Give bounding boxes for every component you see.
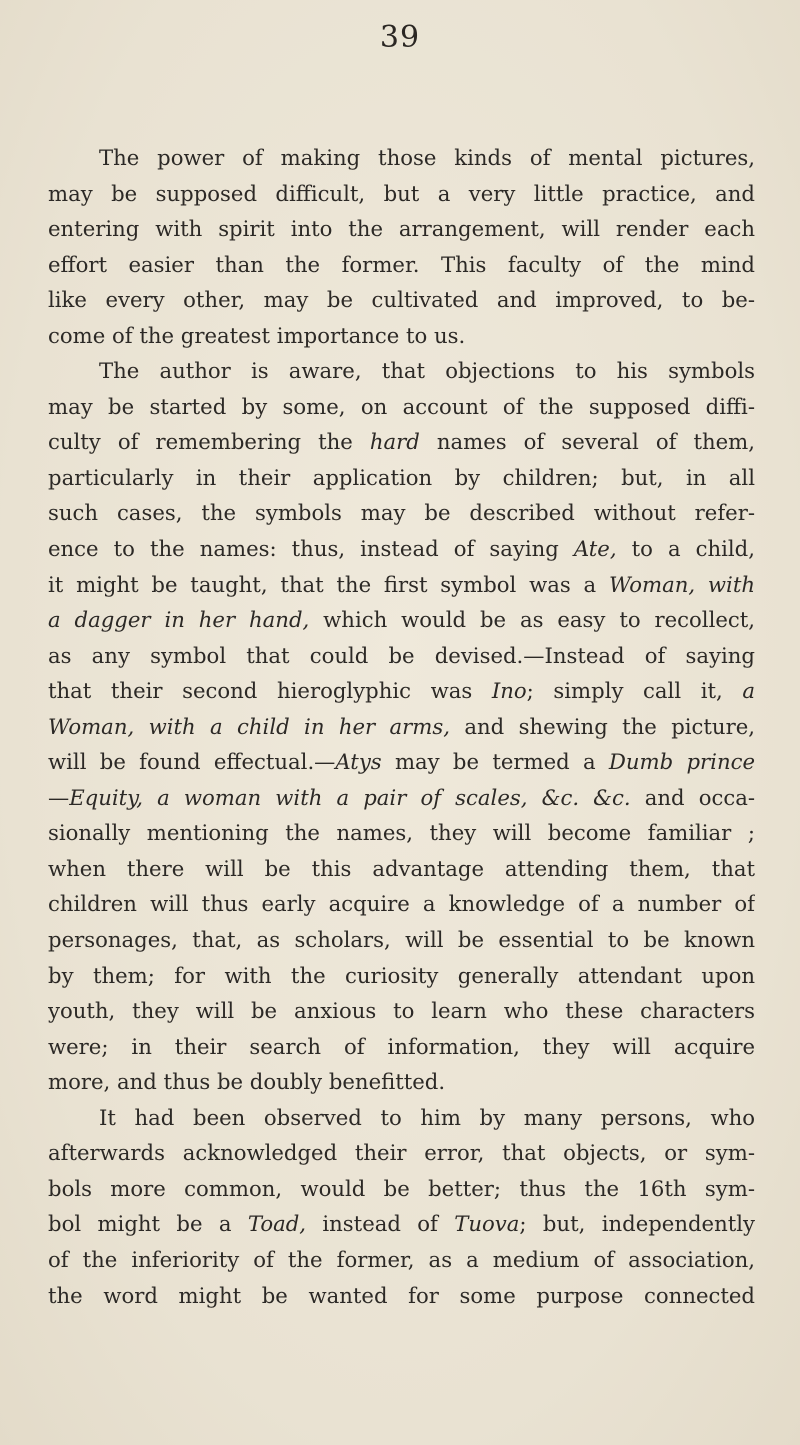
- text-line: The power of making those kinds of mental pictures,: [99, 145, 755, 170]
- text-line: bols more common, would be better; thus the 16th sym-: [48, 1175, 755, 1201]
- text-line: personages, that, as scholars, will be essential to be known: [48, 927, 755, 953]
- body-text: [48, 140, 755, 1313]
- text-line: afterwards acknowledged their error, that objects, or sym-: [48, 1140, 755, 1166]
- text-line: Woman, with a child in her arms, and shewing the picture,: [48, 713, 755, 739]
- text-line: entering with spirit into the arrangement, will render each: [48, 216, 755, 242]
- text-line: as any symbol that could be devised.—Instead of saying: [48, 642, 755, 668]
- text-line: culty of remembering the hard names of several of them,: [48, 429, 755, 455]
- text-line: that their second hieroglyphic was Ino; simply call it, a: [48, 678, 755, 704]
- text-line: —Equity, a woman with a pair of scales, &c. &c. and occa-: [48, 784, 755, 810]
- text-line: will be found effectual.—Atys may be termed a Dumb prince: [48, 749, 755, 775]
- text-line: the word might be wanted for some purpose connected: [48, 1282, 755, 1308]
- text-line: sionally mentioning the names, they will become familiar ;: [48, 820, 755, 846]
- page-number: 39: [379, 20, 421, 55]
- text-line: like every other, may be cultivated and improved, to be-: [48, 287, 755, 313]
- text-line: It had been observed to him by many persons, who: [99, 1104, 755, 1130]
- text-line: may be started by some, on account of the supposed diffi-: [48, 393, 755, 419]
- text-line: youth, they will be anxious to learn who these characters: [48, 998, 755, 1024]
- text-line: more, and thus be doubly benefitted.: [48, 1069, 446, 1095]
- text-line: a dagger in her hand, which would be as easy to recollect,: [48, 607, 755, 633]
- text-line: such cases, the symbols may be described without refer-: [48, 500, 755, 526]
- text-line: bol might be a Toad, instead of Tuova; but, independently: [48, 1211, 755, 1237]
- text-line: effort easier than the former. This faculty of the mind: [48, 251, 755, 277]
- text-line: may be supposed difficult, but a very little practice, and: [48, 180, 755, 206]
- text-line: of the inferiority of the former, as a medium of association,: [48, 1246, 755, 1272]
- text-line: it might be taught, that the first symbol was a Woman, with: [48, 571, 755, 597]
- text-line: come of the greatest importance to us.: [48, 322, 466, 348]
- text-line: ence to the names: thus, instead of saying Ate, to a child,: [48, 536, 755, 562]
- text-line: The author is aware, that objections to his symbols: [99, 358, 755, 384]
- text-line: particularly in their application by children; but, in all: [48, 464, 755, 490]
- text-line: children will thus early acquire a knowledge of a number of: [48, 891, 755, 917]
- text-line: by them; for with the curiosity generally attendant upon: [48, 962, 755, 988]
- text-line: when there will be this advantage attending them, that: [48, 855, 755, 881]
- text-line: were; in their search of information, they will acquire: [48, 1033, 755, 1059]
